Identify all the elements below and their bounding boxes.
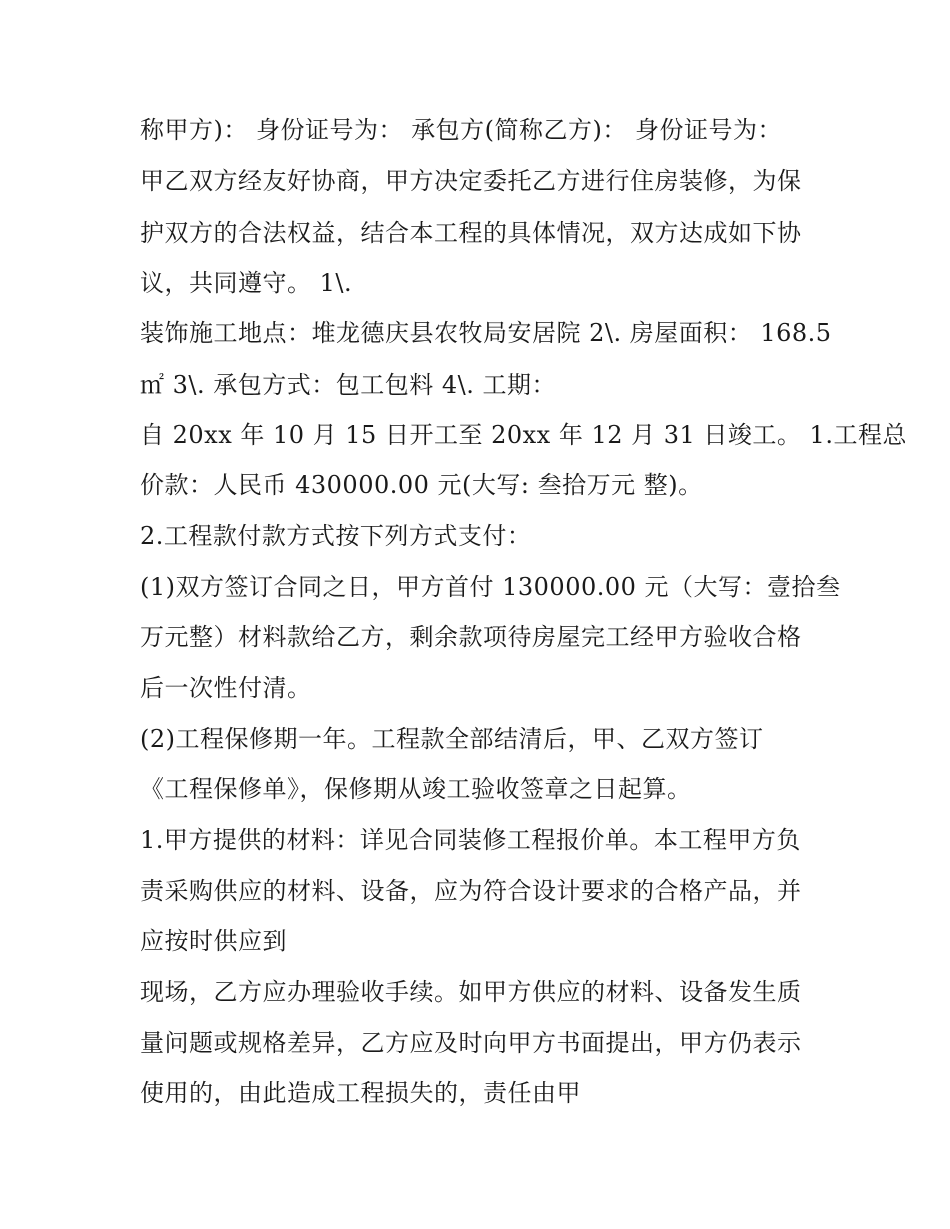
text-line-19: 量问题或规格差异，乙方应及时向甲方书面提出，甲方仍表示 bbox=[140, 1029, 802, 1057]
text-line-12: 后一次性付清。 bbox=[140, 674, 312, 702]
text-line-18: 现场，乙方应办理验收手续。如甲方供应的材料、设备发生质 bbox=[140, 978, 802, 1006]
text-line-11: 万元整）材料款给乙方，剩余款项待房屋完工经甲方验收合格 bbox=[140, 623, 802, 651]
text-line-4: 议，共同遵守。 1\. bbox=[140, 269, 353, 297]
text-line-13: (2)工程保修期一年。工程款全部结清后，甲、乙双方签订 bbox=[140, 725, 764, 753]
text-line-1: 称甲方)： 身份证号为： 承包方(简称乙方)： 身份证号为： bbox=[140, 116, 782, 144]
text-line-3: 护双方的合法权益，结合本工程的具体情况，双方达成如下协 bbox=[140, 219, 802, 247]
text-line-5: 装饰施工地点：堆龙德庆县农牧局安居院 2\. 房屋面积： 168.5 bbox=[140, 319, 832, 347]
text-line-16: 责采购供应的材料、设备，应为符合设计要求的合格产品，并 bbox=[140, 877, 802, 905]
text-line-7: 自 20xx 年 10 月 15 日开工至 20xx 年 12 月 31 日竣工。 1.工程总 bbox=[140, 421, 907, 449]
text-line-6: ㎡ 3\. 承包方式：包工包料 4\. 工期： bbox=[140, 371, 556, 399]
text-line-2: 甲乙双方经友好协商，甲方决定委托乙方进行住房装修，为保 bbox=[140, 167, 802, 195]
text-line-10: (1)双方签订合同之日，甲方首付 130000.00 元（大写：壹拾叁 bbox=[140, 573, 841, 601]
text-line-8: 价款：人民币 430000.00 元(大写: 叁拾万元 整)。 bbox=[140, 471, 703, 499]
text-line-20: 使用的，由此造成工程损失的，责任由甲 bbox=[140, 1079, 581, 1107]
text-line-14: 《工程保修单》，保修期从竣工验收签章之日起算。 bbox=[140, 775, 692, 803]
text-line-15: 1.甲方提供的材料：详见合同装修工程报价单。本工程甲方负 bbox=[140, 826, 801, 854]
text-line-17: 应按时供应到 bbox=[140, 927, 287, 955]
text-line-9: 2.工程款付款方式按下列方式支付： bbox=[140, 522, 532, 550]
